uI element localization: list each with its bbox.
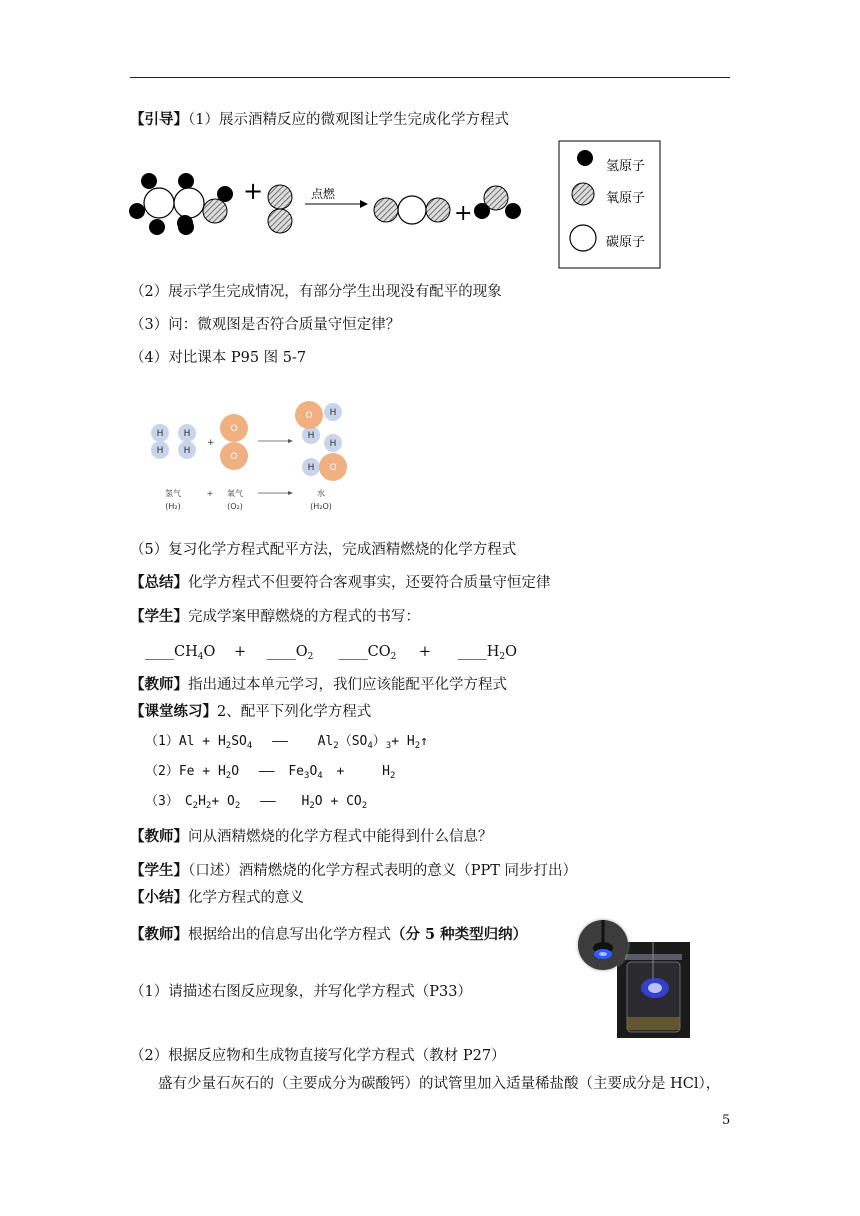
hydrogen-gas-formula: (H₂) bbox=[165, 502, 181, 511]
practice-equation-1 bbox=[145, 732, 428, 756]
flame-closeup-icon bbox=[578, 920, 628, 970]
practice-equation-3 bbox=[145, 792, 367, 816]
teacher-bold-text: （分 5 种类型归纳） bbox=[391, 926, 528, 943]
legend-hydrogen: 氢原子 bbox=[606, 159, 646, 174]
arrow-head bbox=[288, 439, 293, 443]
formula-part: O bbox=[505, 644, 517, 660]
guide-text: （1）展示酒精反应的微观图让学生完成化学方程式 bbox=[188, 112, 509, 128]
arrow-head bbox=[288, 491, 293, 495]
water-label: 水 bbox=[317, 489, 325, 498]
teacher-tag: 【教师】 bbox=[130, 926, 188, 943]
atom-label-o: O bbox=[305, 411, 313, 421]
atom-label-h: H bbox=[183, 446, 191, 456]
formula-part: O bbox=[231, 764, 240, 779]
formula-part: H bbox=[486, 644, 500, 660]
teacher-text: 指出通过本单元学习，我们应该能配平化学方程式 bbox=[188, 677, 507, 693]
oxygen-gas-formula: (O₂) bbox=[227, 502, 243, 511]
subscript: 2 bbox=[333, 741, 339, 751]
summary-tag: 【总结】 bbox=[130, 574, 188, 591]
formula-part: CO bbox=[367, 644, 391, 660]
subscript: 4 bbox=[317, 771, 323, 781]
atom-label-h: H bbox=[156, 446, 164, 456]
atom-label-h: H bbox=[329, 408, 337, 418]
formula-part: O bbox=[295, 644, 308, 660]
subscript: 2 bbox=[307, 652, 314, 662]
hydrogen-atom bbox=[149, 219, 165, 235]
alcohol-combustion-diagram bbox=[125, 140, 665, 275]
atom-label-o: O bbox=[230, 452, 238, 462]
summary-line bbox=[130, 573, 551, 593]
practice-text: 2、配平下列化学方程式 bbox=[217, 704, 372, 720]
atom-legend bbox=[559, 141, 660, 268]
subscript: 2 bbox=[499, 652, 506, 662]
atom-label-o: O bbox=[230, 424, 238, 434]
oxygen-atom bbox=[426, 198, 450, 222]
student-task-line bbox=[130, 607, 420, 627]
subscript: 2 bbox=[225, 741, 232, 751]
eq-number: （3） bbox=[145, 794, 179, 809]
teacher-line-3 bbox=[130, 925, 527, 945]
oxygen-atom bbox=[572, 183, 594, 205]
hydrogen-atom bbox=[178, 173, 194, 189]
formula-part: H bbox=[198, 794, 206, 809]
atom-label-h: H bbox=[183, 429, 191, 439]
plus-sign: + bbox=[206, 489, 214, 498]
question-2: （2）根据反应物和生成物直接写化学方程式（教材 P27） bbox=[130, 1048, 506, 1064]
step-3: （3）问：微观图是否符合质量守恒定律？ bbox=[130, 317, 401, 333]
subscript: 2 bbox=[390, 652, 397, 662]
plus-sign: + bbox=[207, 438, 215, 448]
teacher-line-1 bbox=[130, 675, 507, 695]
subscript: 4 bbox=[246, 741, 253, 751]
reaction-dash: —— bbox=[272, 734, 288, 749]
subscript: 2 bbox=[205, 801, 212, 811]
student-text: 完成学案甲醇燃烧的方程式的书写： bbox=[188, 609, 420, 625]
eq-number: （1） bbox=[145, 734, 179, 749]
step-2: （2）展示学生完成情况，有部分学生出现没有配平的现象 bbox=[130, 284, 502, 300]
subscript: 2 bbox=[192, 801, 199, 811]
formula-part: + O bbox=[211, 794, 235, 809]
blank[interactable]: ____ bbox=[266, 644, 296, 660]
atom-label-o: O bbox=[329, 463, 337, 473]
oxygen-atom bbox=[268, 185, 292, 209]
plus-sign: + bbox=[418, 644, 432, 660]
hydrogen-gas-label: 氢气 bbox=[165, 489, 181, 498]
teacher-line-2 bbox=[130, 827, 493, 847]
subscript: 3 bbox=[385, 741, 392, 751]
subscript: 2 bbox=[225, 771, 232, 781]
page-number: 5 bbox=[722, 1113, 731, 1128]
formula-part: SO bbox=[231, 734, 247, 749]
student-tag: 【学生】 bbox=[130, 608, 188, 625]
formula-part: Al bbox=[317, 734, 334, 749]
teacher-text: 根据给出的信息写出化学方程式 bbox=[188, 927, 391, 943]
formula-part: Al + H bbox=[178, 734, 226, 749]
carbon-dioxide-molecule bbox=[374, 196, 450, 224]
formula-part: O + CO bbox=[314, 794, 362, 809]
carbon-atom bbox=[174, 188, 204, 218]
arrow-head bbox=[360, 200, 368, 208]
teacher-tag: 【教师】 bbox=[130, 676, 188, 693]
summary-text: 化学方程式不但要符合客观事实，还要符合质量守恒定律 bbox=[188, 575, 551, 591]
formula-part: + H bbox=[391, 734, 415, 749]
gas-arrow: ↑ bbox=[420, 734, 428, 749]
hydrogen-atom bbox=[129, 203, 145, 219]
question-1: （1）请描述右图反应现象，并写化学方程式（P33） bbox=[130, 984, 472, 1000]
practice-tag: 【课堂练习】 bbox=[130, 703, 217, 720]
student-line-2 bbox=[130, 861, 577, 881]
hydrogen-atom bbox=[141, 173, 157, 189]
oxygen-molecule bbox=[268, 185, 292, 233]
formula-part: O bbox=[309, 764, 318, 779]
conclusion-line bbox=[130, 888, 304, 908]
carbon-atom bbox=[570, 225, 596, 251]
formula-part: H bbox=[301, 794, 310, 809]
student-text: （口述）酒精燃烧的化学方程式表明的意义（PPT 同步打出） bbox=[188, 863, 578, 879]
step-5: （5）复习化学方程式配平方法，完成酒精燃烧的化学方程式 bbox=[130, 542, 517, 558]
plus-sign: + bbox=[336, 764, 345, 779]
student-tag: 【学生】 bbox=[130, 862, 188, 879]
water-formula: (H₂O) bbox=[310, 502, 332, 511]
conclusion-tag: 【小结】 bbox=[130, 889, 188, 906]
atom-label-h: H bbox=[329, 439, 337, 449]
formula-part: （SO bbox=[338, 734, 368, 749]
formula-part: Fe + H bbox=[178, 764, 226, 779]
teacher-tag: 【教师】 bbox=[130, 828, 188, 845]
formula-part: H bbox=[382, 764, 390, 779]
plus-sign: + bbox=[233, 644, 247, 660]
water-formation-diagram bbox=[140, 397, 380, 517]
conclusion-text: 化学方程式的意义 bbox=[188, 890, 304, 906]
subscript: 2 bbox=[309, 801, 315, 811]
legend-carbon: 碳原子 bbox=[606, 235, 646, 250]
practice-line bbox=[130, 702, 371, 722]
ethanol-molecule bbox=[129, 173, 233, 235]
formula-part: O bbox=[203, 644, 216, 660]
legend-oxygen: 氧原子 bbox=[606, 191, 646, 206]
subscript: 2 bbox=[390, 771, 396, 781]
subscript: 2 bbox=[414, 741, 421, 751]
formula-part: Fe bbox=[288, 764, 305, 779]
eq-number: （2） bbox=[145, 764, 179, 779]
reaction-dash: —— bbox=[260, 794, 276, 809]
guide-line bbox=[130, 110, 509, 130]
teacher-text: 问从酒精燃烧的化学方程式中能得到什么信息？ bbox=[188, 829, 493, 845]
plus-sign: + bbox=[243, 177, 264, 205]
subscript: 2 bbox=[234, 801, 241, 811]
subscript: 4 bbox=[367, 741, 373, 751]
header-rule bbox=[130, 77, 730, 78]
formula-part: C bbox=[184, 794, 193, 809]
oxygen-atom bbox=[268, 209, 292, 233]
carbon-atom bbox=[398, 196, 426, 224]
atom-label-h: H bbox=[156, 429, 164, 439]
carbon-atom bbox=[144, 188, 174, 218]
oxygen-atom bbox=[203, 199, 227, 223]
ignite-condition: 点燃 bbox=[311, 187, 336, 201]
atom-label-h: H bbox=[307, 463, 315, 473]
hydrogen-atom bbox=[505, 203, 521, 219]
hydrogen-atom bbox=[177, 215, 193, 231]
blank[interactable]: ____ bbox=[457, 644, 487, 660]
plus-sign: + bbox=[454, 201, 473, 226]
subscript: 3 bbox=[304, 771, 310, 781]
water-molecule bbox=[474, 186, 521, 219]
oxygen-gas-label: 氧气 bbox=[227, 489, 243, 498]
hydrogen-atom bbox=[474, 203, 490, 219]
practice-equation-2 bbox=[145, 762, 395, 786]
formula-part: ） bbox=[372, 734, 386, 749]
blank[interactable]: ____ bbox=[145, 644, 174, 660]
subscript: 4 bbox=[197, 652, 204, 662]
question-2-detail: 盛有少量石灰石的（主要成分为碳酸钙）的试管里加入适量稀盐酸（主要成分是 HCl）， bbox=[158, 1076, 721, 1092]
reaction-dash: —— bbox=[258, 764, 275, 779]
methanol-equation bbox=[145, 642, 517, 667]
step-4: （4）对比课本 P95 图 5-7 bbox=[130, 350, 307, 366]
subscript: 2 bbox=[361, 801, 368, 811]
atom-label-h: H bbox=[307, 431, 315, 441]
formula-part: CH bbox=[174, 644, 198, 660]
oxygen-atom bbox=[374, 198, 398, 222]
guide-tag: 【引导】 bbox=[130, 111, 188, 128]
blank[interactable]: ____ bbox=[338, 644, 368, 660]
hydrogen-atom bbox=[577, 150, 593, 166]
